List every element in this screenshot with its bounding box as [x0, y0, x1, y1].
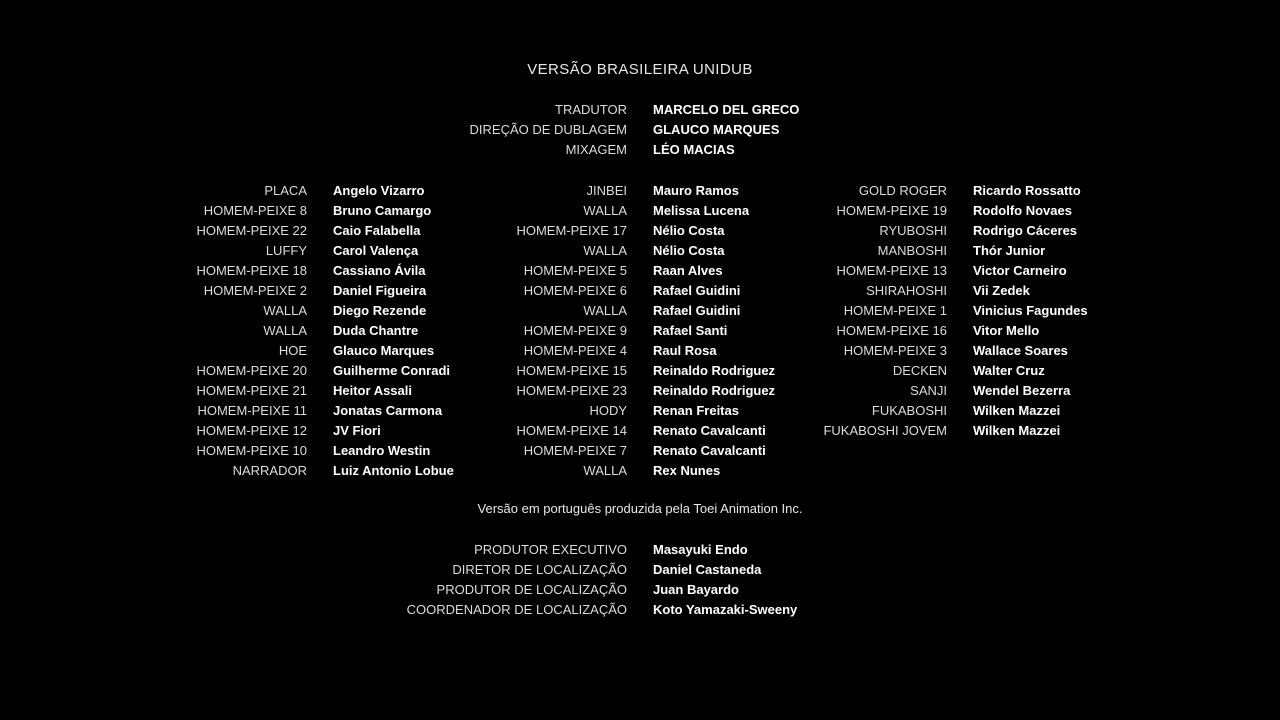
credit-row	[640, 200, 1088, 220]
credit-row	[640, 260, 1088, 280]
credit-name: Rex Nunes	[653, 462, 721, 478]
credit-role: HOMEM-PEIXE 4	[523, 342, 627, 358]
credit-role: PRODUTOR DE LOCALIZAÇÃO	[436, 581, 627, 597]
credit-name: Walter Cruz	[973, 362, 1045, 378]
credit-role: HOMEM-PEIXE 5	[523, 262, 627, 278]
credit-role: GOLD ROGER	[858, 182, 947, 198]
credit-name: Luiz Antonio Lobue	[333, 462, 454, 478]
credit-role: LUFFY	[265, 242, 307, 258]
credit-role: HODY	[589, 402, 627, 418]
credit-name: Wilken Mazzei	[973, 402, 1061, 418]
credit-name: Ricardo Rossatto	[973, 182, 1081, 198]
credit-role: FUKABOSHI JOVEM	[823, 422, 947, 438]
credit-name: Victor Carneiro	[973, 262, 1067, 278]
credit-role: DIRETOR DE LOCALIZAÇÃO	[452, 561, 627, 577]
credit-role: WALLA	[263, 322, 307, 338]
credit-name: Juan Bayardo	[653, 581, 739, 597]
credit-role: SHIRAHOSHI	[866, 282, 947, 298]
credit-name: Leandro Westin	[333, 442, 431, 458]
credit-row	[320, 139, 799, 159]
credit-role: HOMEM-PEIXE 3	[843, 342, 947, 358]
credit-role: DECKEN	[892, 362, 947, 378]
credit-row	[640, 240, 1088, 260]
credit-role: WALLA	[263, 302, 307, 318]
cast-column-3	[640, 180, 1088, 440]
credit-role: MANBOSHI	[877, 242, 947, 258]
credit-role: HOMEM-PEIXE 7	[523, 442, 627, 458]
credit-name: Diego Rezende	[333, 302, 427, 318]
credit-role: HOMEM-PEIXE 13	[836, 262, 947, 278]
credit-name: Mauro Ramos	[653, 182, 739, 198]
credit-role: WALLA	[583, 202, 627, 218]
credit-name: Reinaldo Rodriguez	[653, 362, 776, 378]
credit-role: WALLA	[583, 242, 627, 258]
credit-row	[320, 99, 799, 119]
credit-role: HOMEM-PEIXE 6	[523, 282, 627, 298]
credit-role: MIXAGEM	[565, 141, 627, 157]
credit-name: Rodrigo Cáceres	[973, 222, 1078, 238]
credit-role: JINBEI	[586, 182, 627, 198]
credit-role: PLACA	[264, 182, 307, 198]
credit-role: SANJI	[910, 382, 947, 398]
credit-role: WALLA	[583, 462, 627, 478]
credit-role: HOMEM-PEIXE 2	[203, 282, 307, 298]
credit-role: HOMEM-PEIXE 22	[196, 222, 307, 238]
credit-role: HOMEM-PEIXE 14	[516, 422, 627, 438]
credit-role: HOE	[278, 342, 307, 358]
credit-name: Rafael Guidini	[653, 282, 741, 298]
credit-name: Vinicius Fagundes	[973, 302, 1088, 318]
credit-row	[640, 400, 1088, 420]
credit-name: Wendel Bezerra	[973, 382, 1071, 398]
credit-name: Guilherme Conradi	[333, 362, 451, 378]
credit-name: Renato Cavalcanti	[653, 422, 766, 438]
credit-name: Rafael Guidini	[653, 302, 741, 318]
credit-name: GLAUCO MARQUES	[653, 121, 780, 137]
credit-name: Raan Alves	[653, 262, 723, 278]
credit-name: Rafael Santi	[653, 322, 728, 338]
credit-role: NARRADOR	[232, 462, 307, 478]
credit-row	[640, 340, 1088, 360]
credit-name: Daniel Castaneda	[653, 561, 762, 577]
staff-bottom-block	[320, 539, 797, 619]
credit-name: Vitor Mello	[973, 322, 1040, 338]
credit-name: LÉO MACIAS	[653, 141, 735, 157]
credit-name: Renan Freitas	[653, 402, 739, 418]
credit-name: Heitor Assali	[333, 382, 412, 398]
credit-name: Caio Falabella	[333, 222, 421, 238]
credit-role: WALLA	[583, 302, 627, 318]
credit-name: Vii Zedek	[973, 282, 1030, 298]
credit-name: Duda Chantre	[333, 322, 419, 338]
credit-role: HOMEM-PEIXE 23	[516, 382, 627, 398]
credit-role: HOMEM-PEIXE 15	[516, 362, 627, 378]
credit-row	[640, 360, 1088, 380]
credit-row	[320, 460, 775, 480]
credit-role: HOMEM-PEIXE 20	[196, 362, 307, 378]
credit-role: HOMEM-PEIXE 21	[196, 382, 307, 398]
credit-name: Rodolfo Novaes	[973, 202, 1072, 218]
credit-name: Daniel Figueira	[333, 282, 427, 298]
credit-row	[320, 440, 775, 460]
credit-role: HOMEM-PEIXE 17	[516, 222, 627, 238]
credit-role: TRADUTOR	[555, 101, 627, 117]
credit-row	[640, 220, 1088, 240]
credit-name: JV Fiori	[333, 422, 381, 438]
credit-row	[320, 539, 797, 559]
credit-role: RYUBOSHI	[879, 222, 947, 238]
production-note: Versão em português produzida pela Toei Animation Inc.	[477, 501, 803, 516]
credit-name: Reinaldo Rodriguez	[653, 382, 776, 398]
credit-name: MARCELO DEL GRECO	[653, 101, 800, 117]
credit-name: Thór Junior	[973, 242, 1046, 258]
credit-row	[320, 119, 799, 139]
credit-role: DIREÇÃO DE DUBLAGEM	[469, 121, 627, 137]
credit-name: Nélio Costa	[653, 222, 725, 238]
credit-role: HOMEM-PEIXE 12	[196, 422, 307, 438]
credit-role: HOMEM-PEIXE 9	[523, 322, 627, 338]
credit-row	[320, 599, 797, 619]
credit-name: Raul Rosa	[653, 342, 717, 358]
credit-role: HOMEM-PEIXE 19	[836, 202, 947, 218]
credit-role: FUKABOSHI	[871, 402, 947, 418]
credit-name: Carol Valença	[333, 242, 419, 258]
credit-role: HOMEM-PEIXE 10	[196, 442, 307, 458]
credit-role: PRODUTOR EXECUTIVO	[474, 541, 627, 557]
credit-name: Jonatas Carmona	[333, 402, 443, 418]
credit-row	[640, 420, 1088, 440]
credit-name: Melissa Lucena	[653, 202, 750, 218]
credit-name: Wallace Soares	[973, 342, 1068, 358]
credit-role: HOMEM-PEIXE 18	[196, 262, 307, 278]
credit-role: COORDENADOR DE LOCALIZAÇÃO	[406, 601, 627, 617]
credit-row	[640, 280, 1088, 300]
credits-title: VERSÃO BRASILEIRA UNIDUB	[527, 61, 753, 78]
credit-name: Glauco Marques	[333, 342, 435, 358]
credit-row	[640, 380, 1088, 400]
credit-name: Koto Yamazaki-Sweeny	[653, 601, 798, 617]
credit-row	[320, 579, 797, 599]
credit-role: HOMEM-PEIXE 16	[836, 322, 947, 338]
credit-row	[320, 559, 797, 579]
credit-name: Angelo Vizarro	[333, 182, 425, 198]
credit-name: Renato Cavalcanti	[653, 442, 766, 458]
credit-row	[640, 300, 1088, 320]
staff-top-block	[320, 99, 799, 159]
credit-role: HOMEM-PEIXE 11	[197, 402, 307, 418]
credit-name: Masayuki Endo	[653, 541, 748, 557]
credit-name: Nélio Costa	[653, 242, 725, 258]
credit-name: Wilken Mazzei	[973, 422, 1061, 438]
credit-role: HOMEM-PEIXE 1	[843, 302, 947, 318]
credit-row	[640, 320, 1088, 340]
credit-name: Cassiano Ávila	[333, 262, 426, 278]
credit-role: HOMEM-PEIXE 8	[203, 202, 307, 218]
credit-name: Bruno Camargo	[333, 202, 432, 218]
credit-row	[640, 180, 1088, 200]
